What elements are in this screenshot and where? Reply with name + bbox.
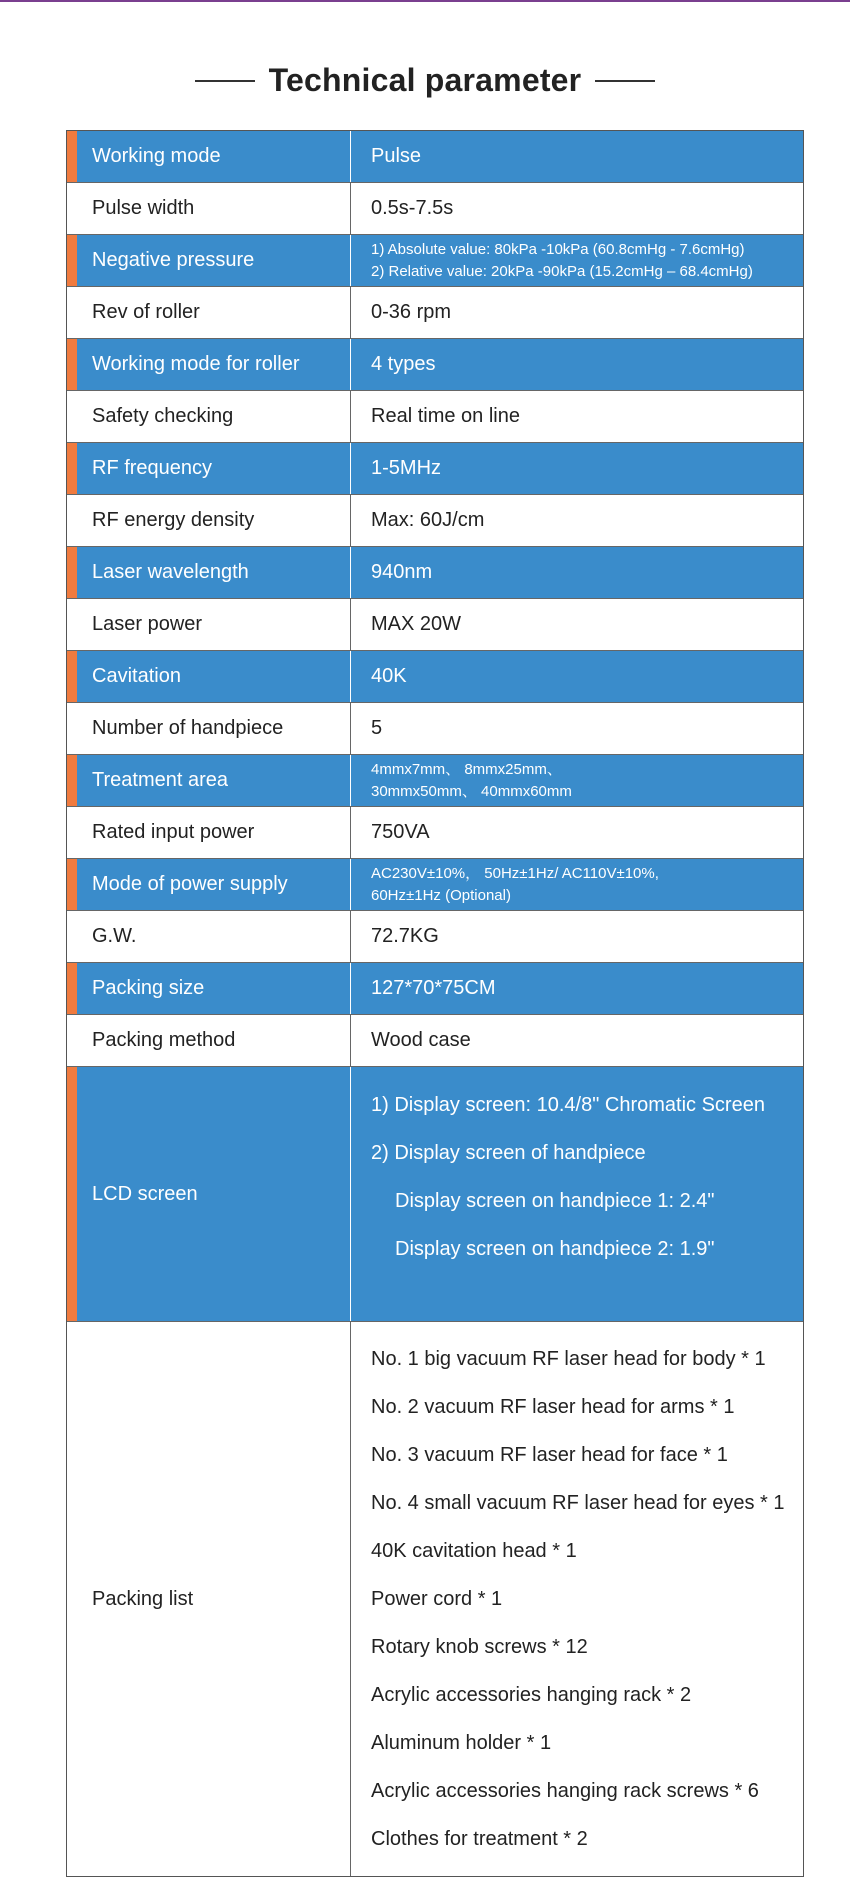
list-item: Power cord * 1: [371, 1588, 503, 1610]
param-value: [351, 1322, 803, 1876]
list-item: No. 3 vacuum RF laser head for face * 1: [371, 1444, 728, 1466]
table-row: [67, 1322, 803, 1876]
list-item: No. 4 small vacuum RF laser head for eyes * 1: [371, 1492, 785, 1514]
table-row: [67, 287, 803, 339]
table-row: [67, 131, 803, 183]
param-label: Laser wavelength: [67, 547, 351, 598]
param-value: 940nm: [351, 547, 803, 598]
page-title: Technical parameter: [268, 62, 582, 98]
param-label: Pulse width: [67, 183, 351, 234]
param-value-line: 1) Absolute value: 80kPa -10kPa (60.8cmHg - 7.6cmHg): [371, 240, 745, 258]
param-label: RF energy density: [67, 495, 351, 546]
table-row: [67, 391, 803, 443]
param-value: 40K: [351, 651, 803, 702]
title-right-rule: [595, 80, 655, 82]
param-value: MAX 20W: [371, 613, 462, 635]
table-row: [67, 859, 803, 911]
param-value-line: 4mmx7mm、 8mmx25mm、: [371, 760, 562, 778]
param-value: [351, 755, 803, 806]
param-value-line: 2) Relative value: 20kPa -90kPa (15.2cmHg – 68.4cmHg): [371, 262, 753, 280]
param-value-line: AC230V±10%， 50Hz±1Hz/ AC110V±10%,: [371, 864, 659, 882]
param-label: Packing list: [67, 1322, 351, 1876]
param-label: Working mode: [67, 131, 351, 182]
param-label: RF frequency: [67, 443, 351, 494]
param-label: Treatment area: [67, 755, 351, 806]
table-row: [67, 755, 803, 807]
table-row: [67, 495, 803, 547]
param-label: Packing method: [67, 1015, 351, 1066]
param-label: Mode of power supply: [67, 859, 351, 910]
table-row: [67, 339, 803, 391]
param-value-line: Display screen on handpiece 2: 1.9": [395, 1238, 715, 1260]
param-label: Rated input power: [67, 807, 351, 858]
param-value-line: 30mmx50mm、 40mmx60mm: [371, 782, 572, 800]
param-value: 0.5s-7.5s: [371, 197, 454, 219]
param-label: Safety checking: [67, 391, 351, 442]
param-value: 0-36 rpm: [371, 301, 452, 323]
list-item: No. 1 big vacuum RF laser head for body * 1: [371, 1348, 766, 1370]
param-label: LCD screen: [67, 1067, 351, 1321]
param-label: G.W.: [67, 911, 351, 962]
param-label: Packing size: [67, 963, 351, 1014]
title-left-rule: [195, 80, 255, 82]
list-item: No. 2 vacuum RF laser head for arms * 1: [371, 1396, 735, 1418]
param-label: Cavitation: [67, 651, 351, 702]
table-row: [67, 443, 803, 495]
list-item: 40K cavitation head * 1: [371, 1540, 577, 1562]
param-value: 1-5MHz: [351, 443, 803, 494]
param-label: Rev of roller: [67, 287, 351, 338]
param-value: Max: 60J/cm: [371, 509, 485, 531]
param-value: [351, 235, 803, 286]
param-value-line: 1) Display screen: 10.4/8" Chromatic Screen: [371, 1094, 765, 1116]
param-value: 72.7KG: [371, 925, 439, 947]
title-bar: [0, 62, 850, 99]
param-value: [351, 859, 803, 910]
table-row: [67, 703, 803, 755]
param-value-line: 2) Display screen of handpiece: [371, 1142, 646, 1164]
table-row: [67, 1015, 803, 1067]
param-value: [351, 1067, 803, 1321]
table-row: [67, 235, 803, 287]
table-row: [67, 547, 803, 599]
table-row: [67, 911, 803, 963]
param-value-line: 60Hz±1Hz (Optional): [371, 886, 511, 904]
parameter-table: [66, 130, 804, 1877]
list-item: Acrylic accessories hanging rack screws * 6: [371, 1780, 759, 1802]
param-label: Negative pressure: [67, 235, 351, 286]
param-label: Laser power: [67, 599, 351, 650]
table-row: [67, 651, 803, 703]
table-row: [67, 963, 803, 1015]
top-divider: [0, 0, 850, 2]
param-label: Number of handpiece: [67, 703, 351, 754]
param-value: Pulse: [351, 131, 803, 182]
list-item: Rotary knob screws * 12: [371, 1636, 588, 1658]
table-row: [67, 807, 803, 859]
table-row: [67, 599, 803, 651]
param-value: 5: [371, 717, 383, 739]
param-value: Wood case: [371, 1029, 471, 1051]
list-item: Clothes for treatment * 2: [371, 1828, 588, 1850]
param-value: Real time on line: [371, 405, 520, 427]
list-item: Acrylic accessories hanging rack * 2: [371, 1684, 692, 1706]
param-value-line: Display screen on handpiece 1: 2.4": [395, 1190, 715, 1212]
param-value: 750VA: [371, 821, 430, 843]
param-value: 4 types: [351, 339, 803, 390]
param-value: 127*70*75CM: [351, 963, 803, 1014]
table-row: [67, 1067, 803, 1322]
list-item: Aluminum holder * 1: [371, 1732, 552, 1754]
param-label: Working mode for roller: [67, 339, 351, 390]
table-row: [67, 183, 803, 235]
